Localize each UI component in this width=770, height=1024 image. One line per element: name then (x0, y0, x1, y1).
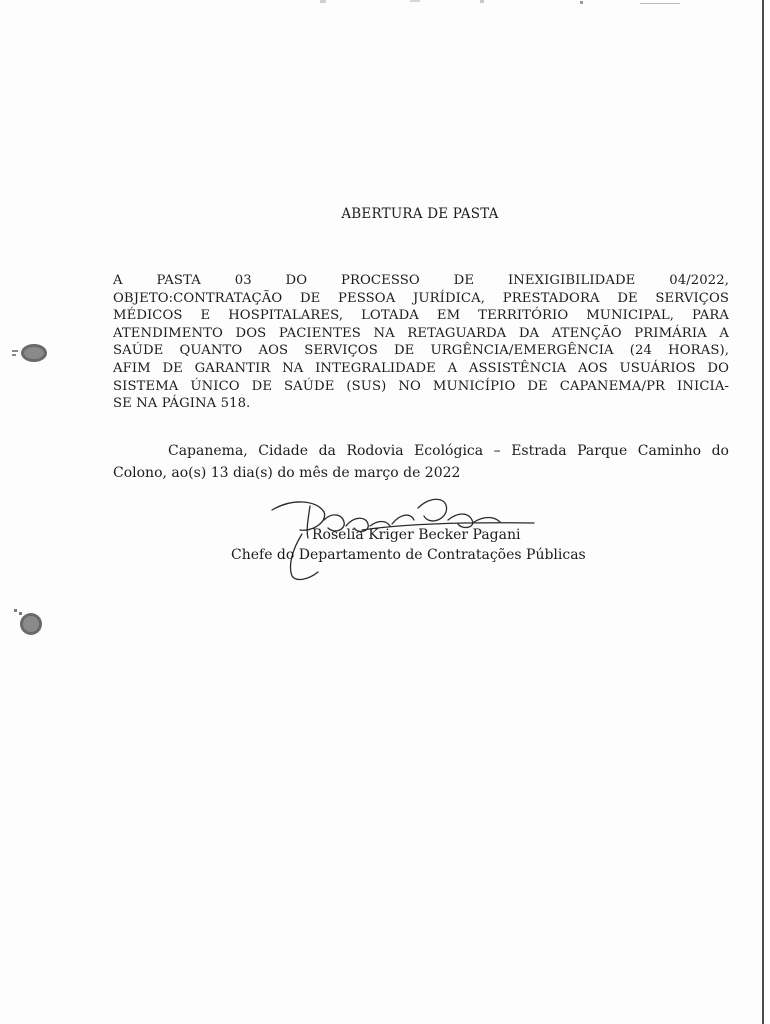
body-line-6: AFIM DE GARANTIR NA INTEGRALIDADE A ASSISTÊNCIA AOS USUÁRIOS DO (113, 360, 729, 376)
signer-role: Chefe do Departamento de Contratações Públicas (231, 547, 586, 563)
closing-line-2: Colono, ao(s) 13 dia(s) do mês de março de 2022 (113, 465, 461, 481)
punch-hole-mark-lower (10, 603, 46, 639)
signer-name: Roselia Kriger Becker Pagani (312, 527, 521, 543)
body-line-3: MÉDICOS E HOSPITALARES, LOTADA EM TERRITÓRIO MUNICIPAL, PARA (113, 308, 729, 324)
closing-line-1: Capanema, Cidade da Rodovia Ecológica – Estrada Parque Caminho do (168, 443, 729, 459)
body-line-2: OBJETO:CONTRATAÇÃO DE PESSOA JURÍDICA, PRESTADORA DE SERVIÇOS (113, 290, 729, 306)
body-line-8: SE NA PÁGINA 518. (113, 396, 251, 412)
document-title: ABERTURA DE PASTA (341, 206, 499, 222)
body-line-5: SAÚDE QUANTO AOS SERVIÇOS DE URGÊNCIA/EMERGÊNCIA (24 HORAS), (113, 343, 729, 359)
document-body (113, 272, 729, 413)
closing-paragraph (113, 440, 729, 484)
scan-edge-line (762, 0, 764, 1024)
scan-artifact-top (300, 0, 720, 10)
punch-hole-mark-upper (10, 340, 50, 366)
body-line-4: ATENDIMENTO DOS PACIENTES NA RETAGUARDA DA ATENÇÃO PRIMÁRIA A (113, 325, 729, 341)
body-line-7: SISTEMA ÚNICO DE SAÚDE (SUS) NO MUNICÍPIO DE CAPANEMA/PR INICIA- (113, 378, 729, 394)
body-line-1: A PASTA 03 DO PROCESSO DE INEXIGIBILIDADE 04/2022, (113, 273, 729, 288)
